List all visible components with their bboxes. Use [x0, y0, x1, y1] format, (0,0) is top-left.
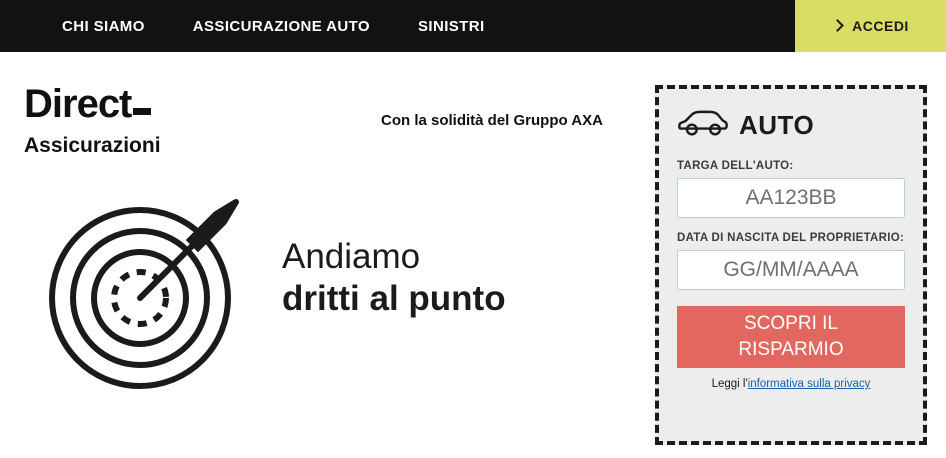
hero-text: [282, 235, 506, 319]
privacy-note-prefix: Leggi l': [711, 378, 748, 390]
quote-form-header: [677, 109, 905, 142]
nav-item-chi-siamo[interactable]: CHI SIAMO: [62, 17, 145, 35]
car-icon: [677, 109, 729, 142]
cta-line1: SCOPRI IL: [744, 313, 838, 335]
login-button[interactable]: [795, 0, 946, 52]
nav-item-assicurazione-auto[interactable]: ASSICURAZIONE AUTO: [192, 17, 370, 35]
brand-logo-wordmark: [24, 84, 151, 124]
brand-logo[interactable]: [24, 84, 264, 158]
chevron-right-icon: [832, 20, 844, 32]
cta-line2: RISPARMIO: [738, 339, 844, 360]
plate-input[interactable]: [677, 178, 905, 218]
login-button-label: ACCEDI: [852, 18, 909, 34]
partner-line: Con la solidità del Gruppo AXA: [381, 112, 603, 129]
quote-form-title: AUTO: [739, 110, 815, 140]
nav-item-sinistri[interactable]: SINISTRI: [418, 17, 485, 35]
dartboard-with-dart-icon: [40, 180, 255, 395]
birthdate-field-label: DATA DI NASCITA DEL PROPRIETARIO:: [677, 232, 905, 244]
top-navigation-bar: [0, 0, 946, 52]
quote-form-panel: [655, 85, 927, 445]
brand-logo-subtitle: Assicurazioni: [24, 134, 161, 157]
discover-savings-button[interactable]: [677, 306, 905, 368]
birthdate-input[interactable]: [677, 250, 905, 290]
brand-logo-underscore: [133, 108, 151, 115]
privacy-note: [677, 378, 905, 390]
hero-headline-line1: Andiamo: [282, 237, 421, 276]
nav-items: [0, 0, 485, 52]
hero-headline-line2: dritti al punto: [282, 278, 506, 318]
brand-logo-name: Direct: [24, 82, 132, 126]
plate-field-label: TARGA DELL'AUTO:: [677, 160, 794, 172]
privacy-policy-link[interactable]: informativa sulla privacy: [747, 378, 871, 390]
